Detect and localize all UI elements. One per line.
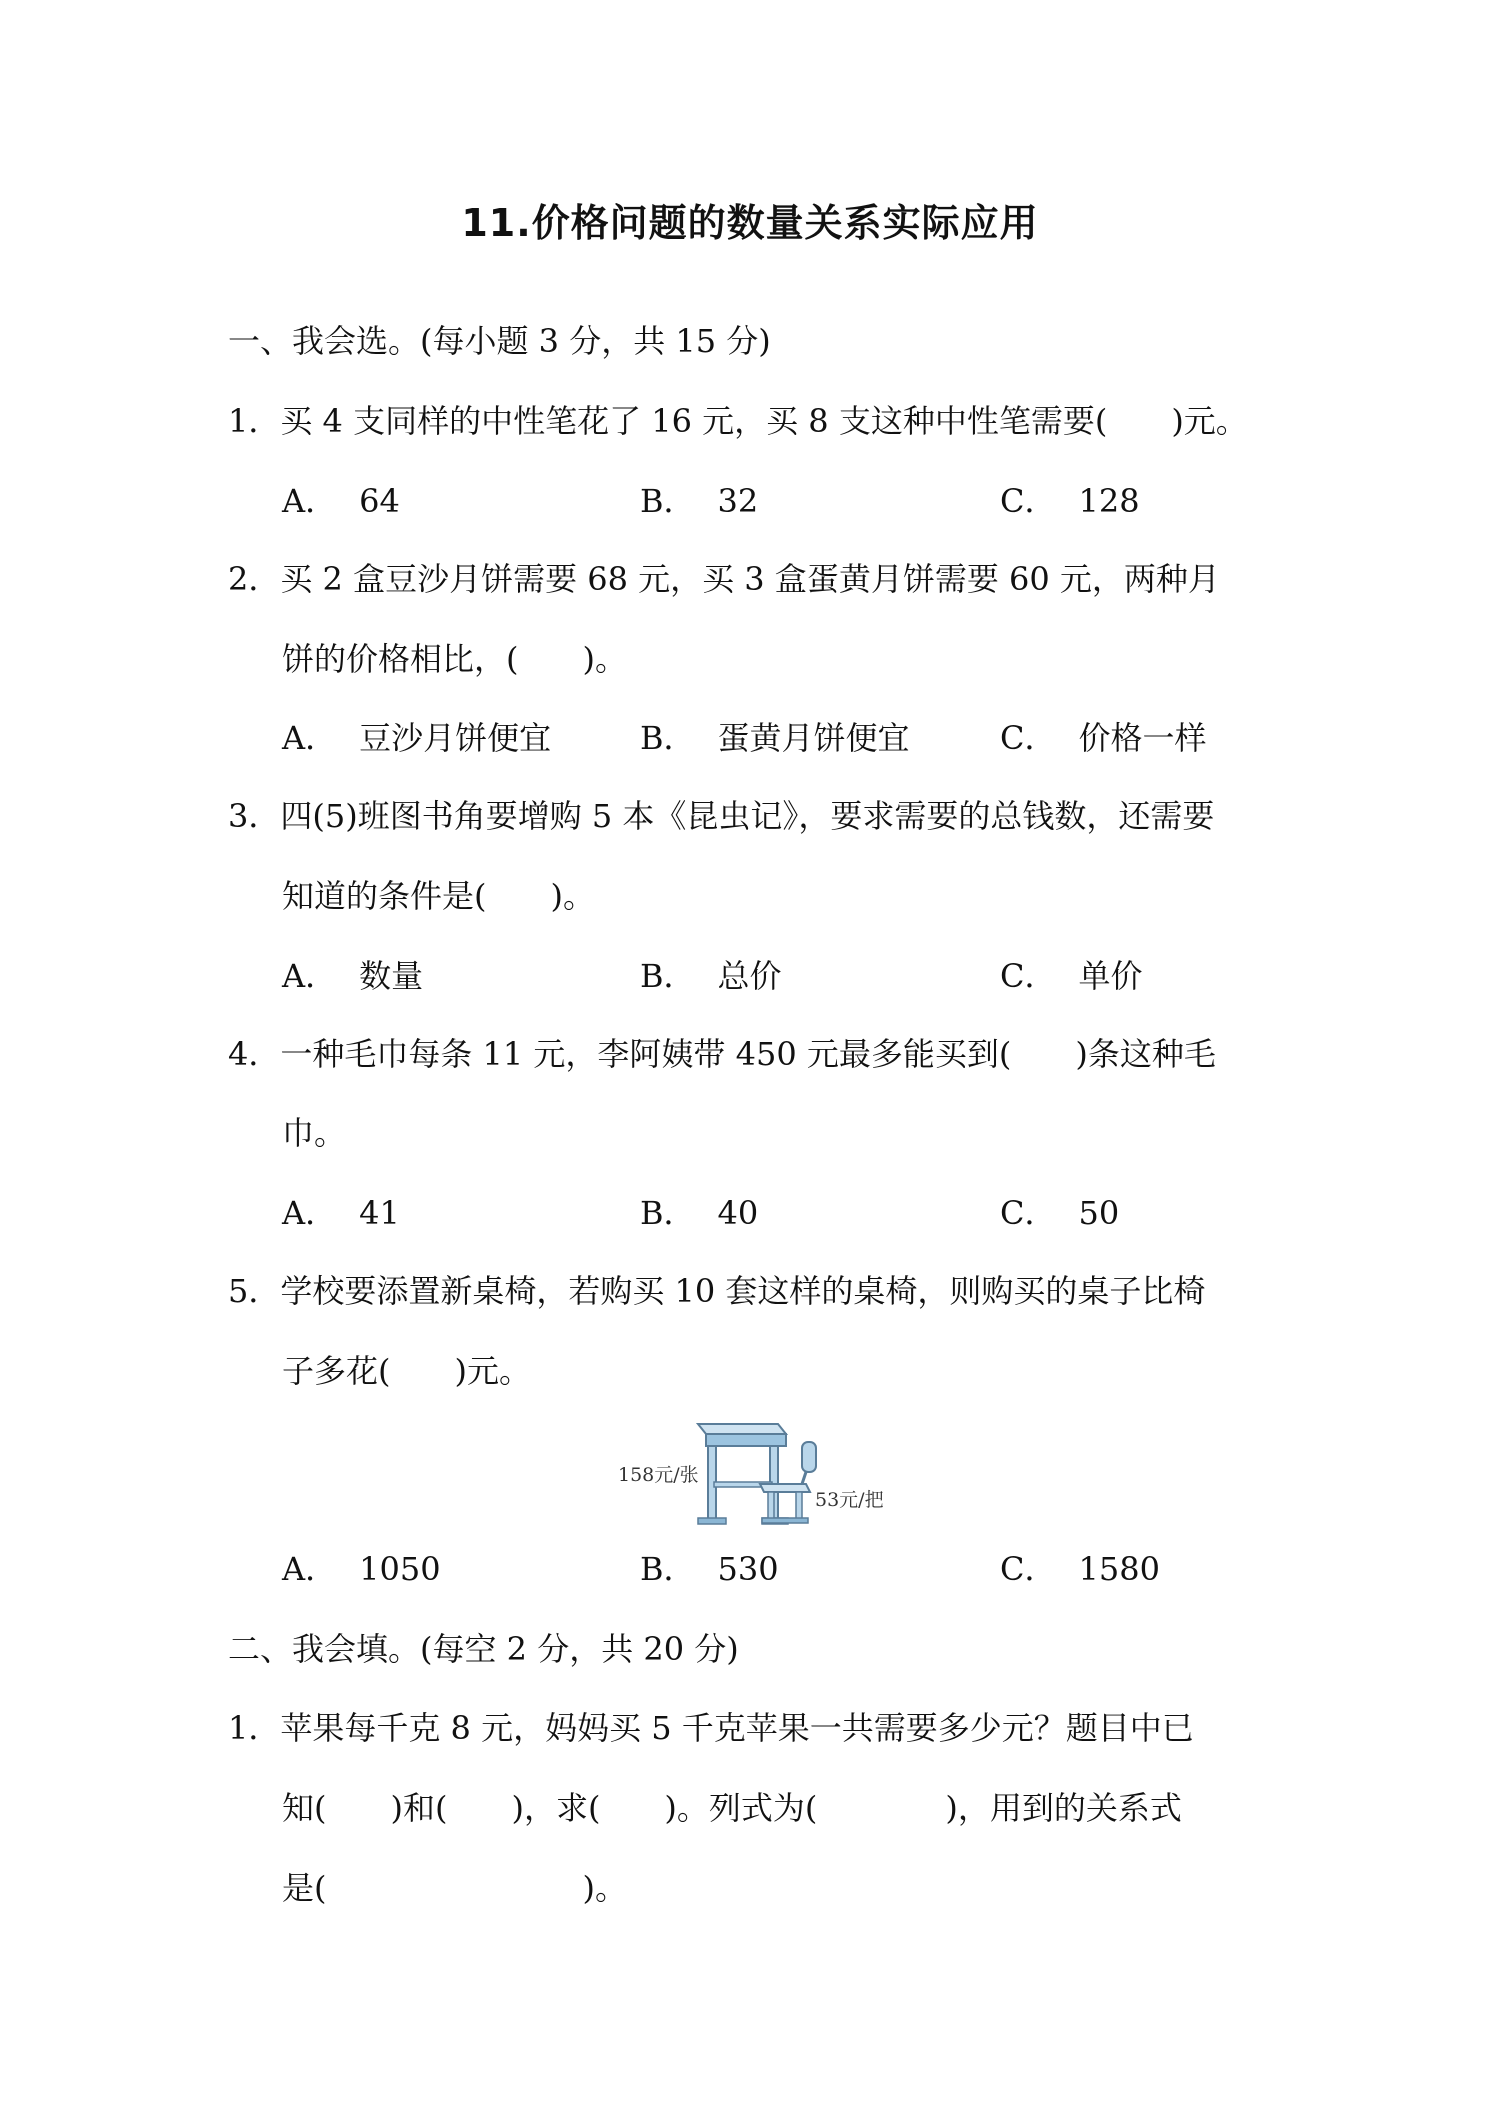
question-2-line2: 饼的价格相比，( )。 xyxy=(282,640,627,678)
q5-option-b[interactable]: B． 530 xyxy=(640,1550,779,1588)
fill-1-line3: 是( )。 xyxy=(282,1869,627,1907)
q1-option-b[interactable]: B． 32 xyxy=(640,482,759,520)
q1-option-a[interactable]: A． 64 xyxy=(282,482,400,520)
q3-option-b[interactable]: B． 总价 xyxy=(640,957,782,995)
q2-option-c[interactable]: C． 价格一样 xyxy=(1000,719,1207,757)
question-5-line2: 子多花( )元。 xyxy=(282,1352,531,1390)
q4-option-a[interactable]: A． 41 xyxy=(282,1194,400,1232)
question-5-line1: 5．学校要添置新桌椅，若购买 10 套这样的桌椅，则购买的桌子比椅 xyxy=(228,1272,1206,1310)
question-3-line2: 知道的条件是( )。 xyxy=(282,877,595,915)
q1-option-c[interactable]: C． 128 xyxy=(1000,482,1140,520)
section1-heading: 一、我会选。(每小题 3 分，共 15 分) xyxy=(228,322,771,360)
q3-option-a[interactable]: A． 数量 xyxy=(282,957,424,995)
question-4-line1: 4．一种毛巾每条 11 元，李阿姨带 450 元最多能买到( )条这种毛 xyxy=(228,1035,1216,1073)
q5-option-a[interactable]: A． 1050 xyxy=(282,1550,441,1588)
question-4-line2: 巾。 xyxy=(282,1114,347,1152)
fill-1-line1: 1．苹果每千克 8 元，妈妈买 5 千克苹果一共需要多少元？题目中已 xyxy=(228,1709,1194,1747)
section2-heading: 二、我会填。(每空 2 分，共 20 分) xyxy=(228,1630,739,1668)
q4-option-b[interactable]: B． 40 xyxy=(640,1194,759,1232)
q3-option-c[interactable]: C． 单价 xyxy=(1000,957,1143,995)
question-1: 1．买 4 支同样的中性笔花了 16 元，买 8 支这种中性笔需要( )元。 xyxy=(228,402,1248,440)
fill-1-line2: 知( )和( )，求( )。列式为( )，用到的关系式 xyxy=(282,1789,1182,1827)
q5-option-c[interactable]: C． 1580 xyxy=(1000,1550,1160,1588)
chair-price-label: 53元/把 xyxy=(815,1489,884,1511)
q4-option-c[interactable]: C． 50 xyxy=(1000,1194,1120,1232)
question-2-line1: 2．买 2 盒豆沙月饼需要 68 元，买 3 盒蛋黄月饼需要 60 元，两种月 xyxy=(228,560,1220,598)
desk-chair-figure xyxy=(610,1412,910,1542)
q2-option-a[interactable]: A． 豆沙月饼便宜 xyxy=(282,719,552,757)
page-title: 11.价格问题的数量关系实际应用 xyxy=(461,201,1039,245)
q2-option-b[interactable]: B． 蛋黄月饼便宜 xyxy=(640,719,910,757)
desk-price-label: 158元/张 xyxy=(618,1464,699,1486)
question-3-line1: 3．四(5)班图书角要增购 5 本《昆虫记》，要求需要的总钱数，还需要 xyxy=(228,797,1215,835)
